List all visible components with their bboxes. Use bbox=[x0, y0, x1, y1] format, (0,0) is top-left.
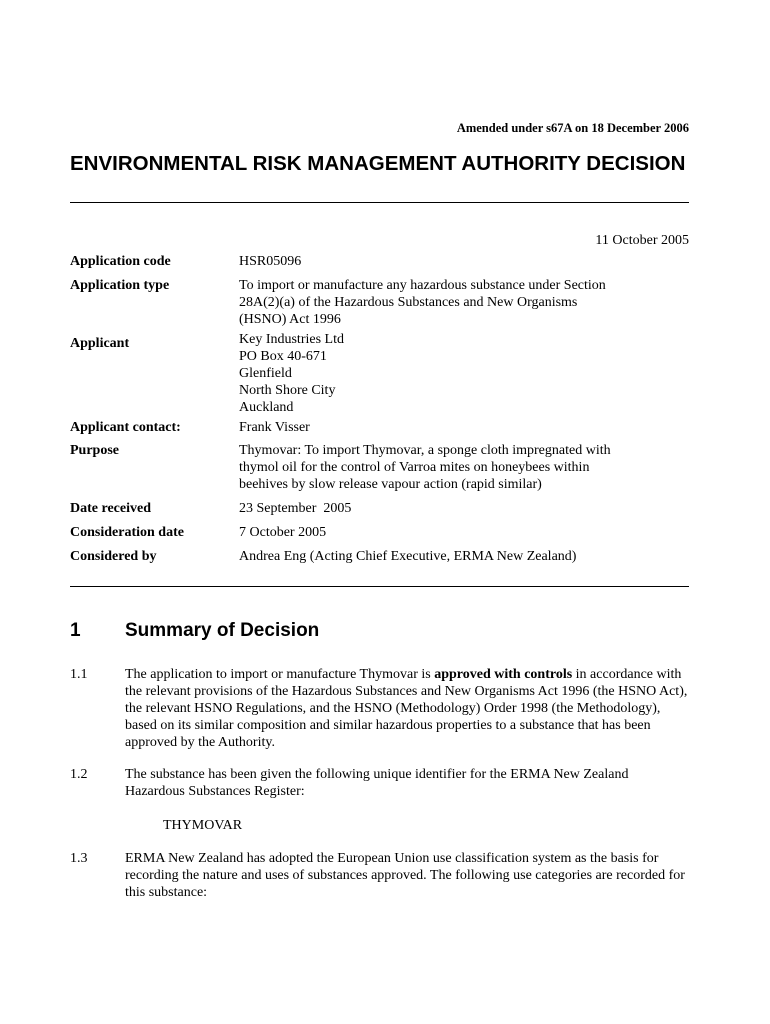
value-line: thymol oil for the control of Varroa mites on honeybees within bbox=[239, 460, 590, 475]
consideration-date-value: 7 October 2005 bbox=[239, 525, 327, 540]
applicant-contact-label: Applicant contact: bbox=[70, 420, 181, 435]
value-line: Key Industries Ltd bbox=[239, 332, 344, 347]
document-title: ENVIRONMENTAL RISK MANAGEMENT AUTHORITY DECISION bbox=[70, 152, 686, 175]
value-line: 28A(2)(a) of the Hazardous Substances and New Organisms bbox=[239, 295, 578, 310]
paragraph-number: 1.3 bbox=[70, 851, 88, 866]
value-line: Auckland bbox=[239, 400, 294, 415]
paragraph-text-start: The application to import or manufacture Thymovar is bbox=[125, 667, 435, 682]
paragraph-text: The substance has been given the following unique identifier for the ERMA New Zealand Hazardous Substances Register: bbox=[125, 767, 629, 799]
value-line: beehives by slow release vapour action (rapid similar) bbox=[239, 477, 542, 492]
amendment-note: Amended under s67A on 18 December 2006 bbox=[456, 121, 689, 135]
application-code-value: HSR05096 bbox=[239, 254, 302, 269]
date-received-label: Date received bbox=[70, 501, 151, 516]
value-line: PO Box 40-671 bbox=[239, 349, 327, 364]
applicant-value bbox=[239, 331, 679, 416]
value-line: North Shore City bbox=[239, 383, 336, 398]
consideration-date-label: Consideration date bbox=[70, 525, 184, 540]
substance-identifier: THYMOVAR bbox=[163, 818, 243, 833]
paragraph-text-end: in accordance with the relevant provisions of the Hazardous Substances and New Organisms Act 1996 (the HSNO Act), the relevant HSNO Regulations, and the HSNO (Methodology) Order 1998 (the Methodology), based on its similar composition and similar hazardous properties to a substance that has been approved by the Authority. bbox=[125, 667, 688, 750]
purpose-value bbox=[239, 442, 679, 493]
paragraph-number: 1.1 bbox=[70, 667, 88, 682]
details-divider bbox=[70, 586, 689, 587]
considered-by-value: Andrea Eng (Acting Chief Executive, ERMA New Zealand) bbox=[239, 549, 577, 564]
section-number: 1 bbox=[70, 620, 81, 641]
date-received-value: 23 September 2005 bbox=[239, 501, 352, 516]
application-type-value bbox=[239, 277, 679, 328]
considered-by-label: Considered by bbox=[70, 549, 157, 564]
value-line: To import or manufacture any hazardous substance under Section bbox=[239, 278, 606, 293]
paragraph-text bbox=[125, 666, 689, 751]
value-line: Glenfield bbox=[239, 366, 292, 381]
application-code-label: Application code bbox=[70, 254, 171, 269]
applicant-label: Applicant bbox=[70, 336, 130, 351]
purpose-label: Purpose bbox=[70, 443, 119, 458]
application-type-label: Application type bbox=[70, 278, 170, 293]
applicant-contact-value: Frank Visser bbox=[239, 420, 310, 435]
paragraph-text: ERMA New Zealand has adopted the European Union use classification system as the basis for recording the nature and uses of substances approved. The following use categories are recorded for this substance: bbox=[125, 851, 685, 900]
decision-date: 11 October 2005 bbox=[595, 233, 689, 248]
value-line: Thymovar: To import Thymovar, a sponge cloth impregnated with bbox=[239, 443, 611, 458]
approval-status: approved with controls bbox=[434, 667, 573, 682]
value-line: (HSNO) Act 1996 bbox=[239, 312, 341, 327]
title-divider bbox=[70, 202, 689, 203]
paragraph-number: 1.2 bbox=[70, 767, 88, 782]
section-title: Summary of Decision bbox=[125, 620, 320, 641]
